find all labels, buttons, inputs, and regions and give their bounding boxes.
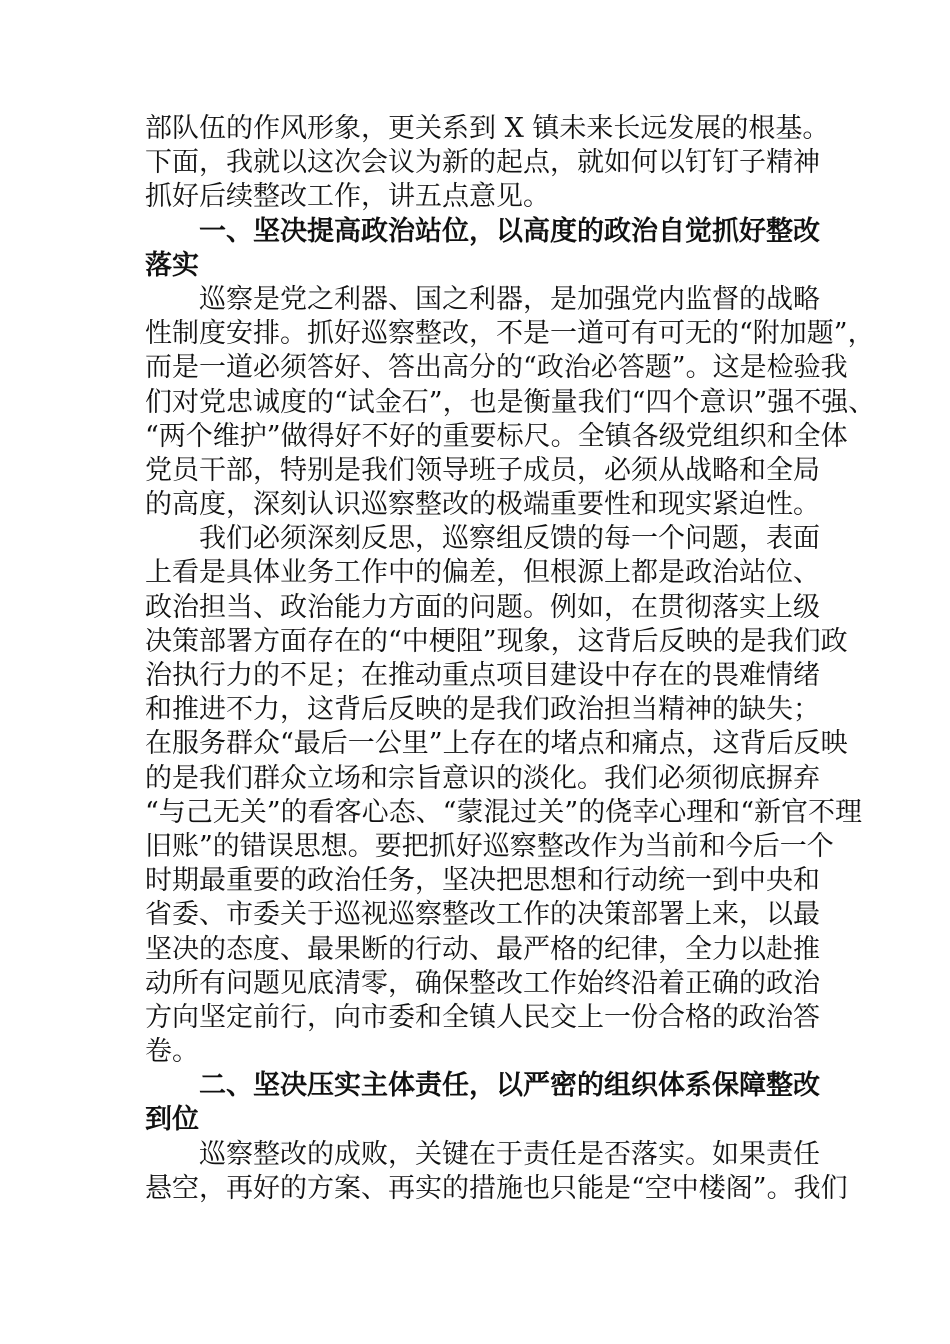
paragraph-line: 治执行力的不足；在推动重点项目建设中存在的畏难情绪 <box>145 660 820 691</box>
paragraph-line: “两个维护”做得好不好的重要标尺。全镇各级党组织和全体 <box>145 420 848 452</box>
paragraph-line: 时期最重要的政治任务，坚决把思想和行动统一到中央和 <box>145 865 820 897</box>
paragraph-line: 巡察整改的成败，关键在于责任是否落实。如果责任 <box>199 1138 820 1170</box>
paragraph-line: 抓好后续整改工作，讲五点意见。 <box>145 181 550 213</box>
section-heading-line: 到位 <box>145 1104 199 1136</box>
paragraph-line: 在服务群众“最后一公里”上存在的堵点和痛点，这背后反映 <box>145 728 848 760</box>
paragraph-line: 悬空，再好的方案、再实的措施也只能是“空中楼阁”。我们 <box>145 1172 848 1204</box>
paragraph-line: 坚决的态度、最果断的行动、最严格的纪律，全力以赴推 <box>145 933 820 965</box>
paragraph-line: 而是一道必须答好、答出高分的“政治必答题”。这是检验我 <box>145 352 848 384</box>
paragraph-line: 上看是具体业务工作中的偏差，但根源上都是政治站位、 <box>145 557 820 589</box>
paragraph-line: 们对党忠诚度的“试金石”，也是衡量我们“四个意识”强不强、 <box>145 386 876 418</box>
paragraph-line: 动所有问题见底清零，确保整改工作始终沿着正确的政治 <box>145 967 820 999</box>
paragraph-line: 部队伍的作风形象，更关系到 X 镇未来长远发展的根基。 <box>145 113 830 144</box>
document-body <box>145 112 876 1206</box>
paragraph-line: “与己无关”的看客心态、“蒙混过关”的侥幸心理和“新官不理 <box>145 796 863 828</box>
section-heading-line: 一、坚决提高政治站位，以高度的政治自觉抓好整改 <box>199 215 820 247</box>
paragraph-line: 决策部署方面存在的“中梗阻”现象，这背后反映的是我们政 <box>145 625 848 657</box>
section-heading-line: 落实 <box>145 249 199 281</box>
paragraph-line: 我们必须深刻反思，巡察组反馈的每一个问题，表面 <box>199 523 820 555</box>
paragraph-line: 的是我们群众立场和宗旨意识的淡化。我们必须彻底摒弃 <box>145 762 820 794</box>
paragraph-line: 省委、市委关于巡视巡察整改工作的决策部署上来，以最 <box>145 899 820 931</box>
paragraph-line: 方向坚定前行，向市委和全镇人民交上一份合格的政治答 <box>145 1001 820 1033</box>
paragraph-line: 下面，我就以这次会议为新的起点，就如何以钉钉子精神 <box>145 147 820 179</box>
paragraph-line: 政治担当、政治能力方面的问题。例如，在贯彻落实上级 <box>145 591 820 623</box>
paragraph-line: 党员干部，特别是我们领导班子成员，必须从战略和全局 <box>145 454 820 486</box>
paragraph-line: 巡察是党之利器、国之利器，是加强党内监督的战略 <box>199 283 820 315</box>
section-heading-line: 二、坚决压实主体责任，以严密的组织体系保障整改 <box>199 1070 820 1102</box>
paragraph-line: 卷。 <box>145 1036 199 1068</box>
paragraph-line: 的高度，深刻认识巡察整改的极端重要性和现实紧迫性。 <box>145 489 820 521</box>
paragraph-line: 性制度安排。抓好巡察整改，不是一道可有可无的“附加题”， <box>145 318 875 350</box>
paragraph-line: 旧账”的错误思想。要把抓好巡察整改作为当前和今后一个 <box>145 830 834 862</box>
paragraph-line: 和推进不力，这背后反映的是我们政治担当精神的缺失； <box>145 694 820 726</box>
